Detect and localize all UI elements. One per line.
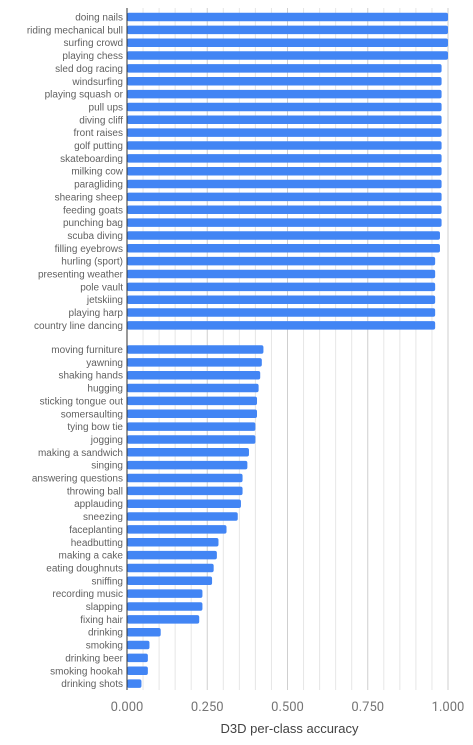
bar <box>127 257 435 266</box>
category-label: scuba diving <box>67 230 123 242</box>
category-label: jetskiing <box>86 295 123 307</box>
bar <box>127 577 212 586</box>
category-label: paragliding <box>74 179 123 191</box>
category-label: skateboarding <box>60 153 123 165</box>
category-label: pull ups <box>88 102 123 114</box>
category-label: tying bow tie <box>67 422 123 434</box>
bar <box>127 167 442 176</box>
bar <box>127 26 448 34</box>
bar <box>127 308 435 317</box>
bar <box>127 180 442 189</box>
category-label: hugging <box>87 383 123 395</box>
bar <box>127 358 262 367</box>
bar <box>127 525 227 534</box>
category-labels <box>27 13 124 691</box>
bar <box>127 551 217 560</box>
category-label: sticking tongue out <box>39 396 123 408</box>
bar <box>127 602 202 611</box>
bar <box>127 589 202 598</box>
category-label: shaking hands <box>58 370 123 382</box>
bar <box>127 64 442 73</box>
category-label: windsurfing <box>72 76 123 88</box>
x-tick-label: 0.500 <box>271 700 304 715</box>
bar <box>127 564 214 573</box>
category-label: throwing ball <box>66 486 123 498</box>
bar <box>127 474 243 483</box>
bar <box>127 679 141 688</box>
category-label: faceplanting <box>69 524 123 536</box>
bar <box>127 116 442 125</box>
bar <box>127 499 241 508</box>
x-axis-title: D3D per-class accuracy <box>220 721 359 736</box>
x-tick-labels <box>111 700 465 715</box>
x-tick-label: 0.750 <box>351 700 385 715</box>
bar <box>127 206 442 215</box>
category-label: drinking <box>87 627 123 639</box>
bar <box>127 435 255 444</box>
bar <box>127 512 238 521</box>
category-label: pole vault <box>80 282 123 294</box>
bar <box>127 371 260 380</box>
bar <box>127 448 249 457</box>
category-label: moving furniture <box>51 345 123 356</box>
bar <box>127 231 440 240</box>
x-tick-label: 1.000 <box>431 700 465 715</box>
category-label: sled dog racing <box>55 63 123 75</box>
bar <box>127 154 442 163</box>
category-label: surfing crowd <box>63 38 123 50</box>
category-label: sneezing <box>82 512 123 524</box>
bar <box>127 628 161 637</box>
category-label: applauding <box>74 499 123 511</box>
category-label: filling eyebrows <box>54 243 123 255</box>
bar <box>127 345 263 354</box>
category-label: drinking beer <box>65 653 123 665</box>
bar <box>127 410 257 419</box>
bar <box>127 90 442 99</box>
bar <box>127 397 257 406</box>
bar <box>127 321 435 330</box>
category-label: playing chess <box>62 51 123 63</box>
bar <box>127 461 247 470</box>
category-label: country line dancing <box>34 320 123 332</box>
category-label: headbutting <box>70 537 123 549</box>
bar <box>127 283 435 292</box>
bar <box>127 654 148 663</box>
bar <box>127 77 442 86</box>
category-label: golf putting <box>74 141 123 152</box>
bar <box>127 422 255 431</box>
category-label: doing nails <box>75 12 123 24</box>
category-label: diving cliff <box>79 115 123 127</box>
category-label: slapping <box>85 602 123 613</box>
x-tick-label: 0.000 <box>110 700 144 715</box>
bar <box>127 667 148 676</box>
bar <box>127 51 448 60</box>
category-label: playing squash or <box>44 89 123 101</box>
category-label: playing harp <box>68 308 123 320</box>
category-label: riding mechanical bull <box>26 25 123 37</box>
bar <box>127 641 149 650</box>
bar <box>127 141 442 150</box>
category-label: jogging <box>90 434 123 446</box>
x-tick-label: 0.250 <box>190 700 224 715</box>
category-label: shearing sheep <box>54 192 123 204</box>
category-label: feeding goats <box>62 205 123 217</box>
category-label: front raises <box>73 128 123 140</box>
bar <box>127 538 218 547</box>
bar <box>127 218 442 227</box>
category-label: smoking hookah <box>50 666 123 678</box>
bar <box>127 13 448 22</box>
category-label: smoking <box>85 640 123 652</box>
bar <box>127 615 199 624</box>
bar <box>127 128 442 137</box>
bar <box>127 270 435 279</box>
category-label: drinking shots <box>61 679 123 691</box>
category-label: yawning <box>86 357 123 369</box>
category-label: milking cow <box>71 166 123 178</box>
bar <box>127 38 448 47</box>
category-label: sniffing <box>91 576 123 588</box>
bar <box>127 103 442 112</box>
bar <box>127 384 259 393</box>
category-label: recording music <box>52 589 123 601</box>
category-label: answering questions <box>31 473 123 485</box>
bar <box>127 487 243 496</box>
category-label: somersaulting <box>60 409 123 421</box>
category-label: hurling (sport) <box>61 256 123 268</box>
category-label: fixing hair <box>80 614 123 626</box>
bar <box>127 193 442 202</box>
category-label: making a cake <box>58 550 123 562</box>
bar <box>127 244 440 253</box>
category-label: punching bag <box>62 218 123 230</box>
category-label: singing <box>91 460 123 472</box>
category-label: eating doughnuts <box>46 563 123 575</box>
bar <box>127 295 435 304</box>
category-label: making a sandwich <box>37 447 123 459</box>
category-label: presenting weather <box>37 269 123 281</box>
